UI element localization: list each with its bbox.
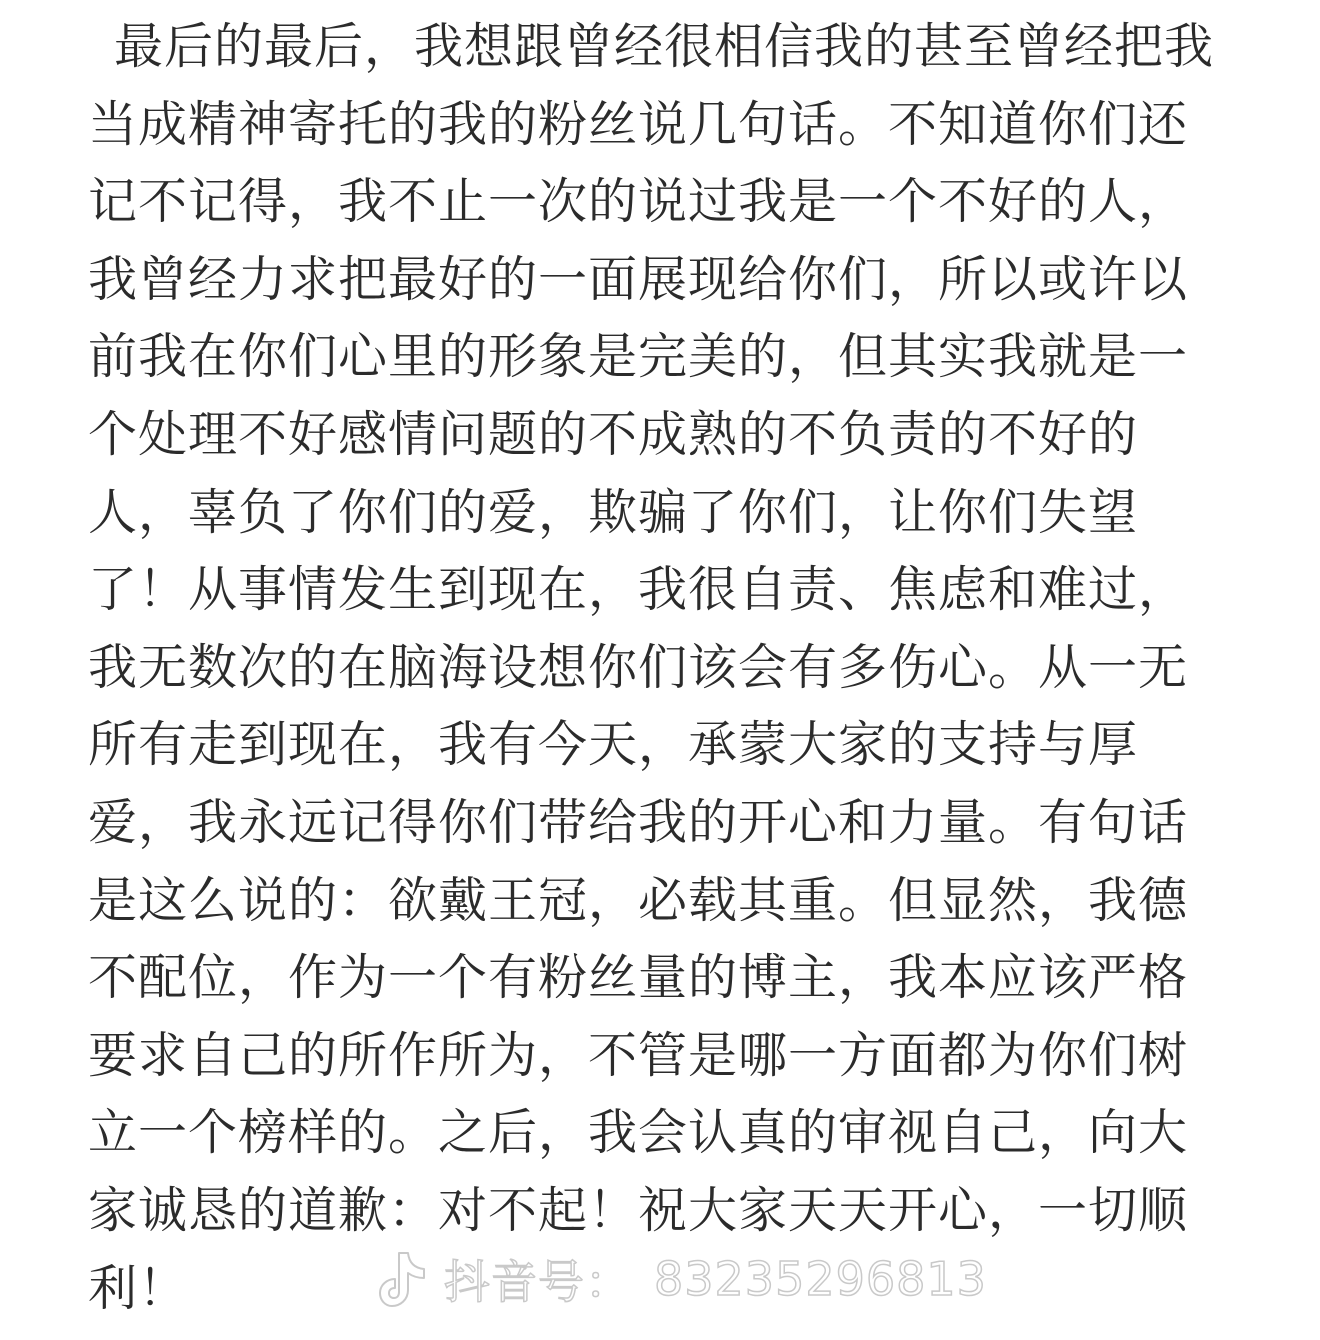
text-line-9: 我无数次的在脑海设想你们该会有多伤心。从一无 [88,638,1189,696]
text-line-4: 我曾经力求把最好的一面展现给你们，所以或许以 [88,250,1189,308]
text-line-7: 人，辜负了你们的爱，欺骗了你们，让你们失望 [88,483,1139,541]
text-line-1: 最后的最后，我想跟曾经很相信我的甚至曾经把我 [114,18,1215,75]
text-line-2: 当成精神寄托的我的粉丝说几句话。不知道你们还 [88,95,1189,153]
douyin-watermark [378,1244,987,1314]
text-line-14: 要求自己的所作所为，不管是哪一方面都为你们树 [88,1026,1189,1084]
text-line-12: 是这么说的：欲戴王冠，必载其重。但显然，我德 [88,871,1189,929]
statement-text [88,8,1238,1327]
douyin-logo-icon [378,1249,430,1309]
text-line-16: 家诚恳的道歉：对不起！祝大家天天开心，一切顺 [88,1181,1189,1239]
text-line-8: 了！从事情发生到现在，我很自责、焦虑和难过， [88,561,1189,619]
text-line-15: 立一个榜样的。之后，我会认真的审视自己，向大 [88,1104,1189,1162]
text-line-11: 爱，我永远记得你们带给我的开心和力量。有句话 [88,793,1189,851]
text-line-3: 记不记得，我不止一次的说过我是一个不好的人， [88,173,1189,231]
watermark-account-id: 83235296813 [654,1252,987,1306]
text-line-17: 利！ [88,1259,189,1317]
watermark-platform-label: 抖音号： [444,1255,632,1309]
text-line-10: 所有走到现在，我有今天，承蒙大家的支持与厚 [88,716,1139,774]
text-line-13: 不配位，作为一个有粉丝量的博主，我本应该严格 [88,949,1189,1007]
text-line-5: 前我在你们心里的形象是完美的，但其实我就是一 [88,328,1189,386]
text-line-6: 个处理不好感情问题的不成熟的不负责的不好的 [88,405,1139,463]
